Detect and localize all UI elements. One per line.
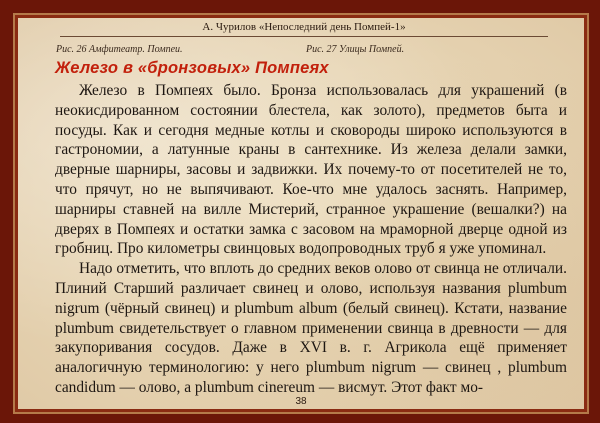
parchment-page bbox=[18, 18, 584, 409]
page-number: 38 bbox=[295, 396, 307, 407]
body-text bbox=[55, 81, 567, 398]
figure-captions bbox=[56, 44, 554, 58]
figure-caption-left: Рис. 26 Амфитеатр. Помпеи. bbox=[56, 44, 183, 55]
figure-caption-right: Рис. 27 Улицы Помпей. bbox=[306, 44, 405, 55]
paragraph: Надо отметить, что вплоть до средних веков олово от свинца не отличали. Плиний Старший различает свинец и олово, используя названия plumbum nigrum (чёрный свинец) и plumbum album (белый свинец). Кстати, название plumbum свидетельствует о главном применении свинца в древности — для закупоривания сосудов. Даже в XVI в. г. Агрикола ещё применяет аналогичную терминологию: у него plumbum nigrum — свинец , plumbum candidum — олово, а plumbum cinereum — висмут. Этот факт мо- bbox=[55, 260, 567, 396]
paragraph: Железо в Помпеях было. Бронза использовалась для украшений (в неокисдированном состоянии блестела, как золото), предметов быта и посуды. Как и сегодня медные котлы и сковороды широко используются в гастрономии, а латунные краны в сантехнике. Из железа делали замки, дверные шарниры, засовы и задвижки. Их почему-то от посетителей не то, что прячут, но не выпячивают. Кое-что мне удалось заснять. Например, шарниры ставней на вилле Мистерий, странное украшение (вешалки?) на дверях в Помпеях и остатки замка с засовом на мраморной дверце одной из гробниц. Про километры свинцовых водопроводных труб я уже упоминал. bbox=[55, 82, 567, 258]
page-border bbox=[13, 13, 589, 414]
section-heading: Железо в «бронзовых» Помпеях bbox=[55, 59, 329, 77]
running-header: А. Чурилов «Непоследний день Помпей-1» bbox=[60, 21, 548, 37]
